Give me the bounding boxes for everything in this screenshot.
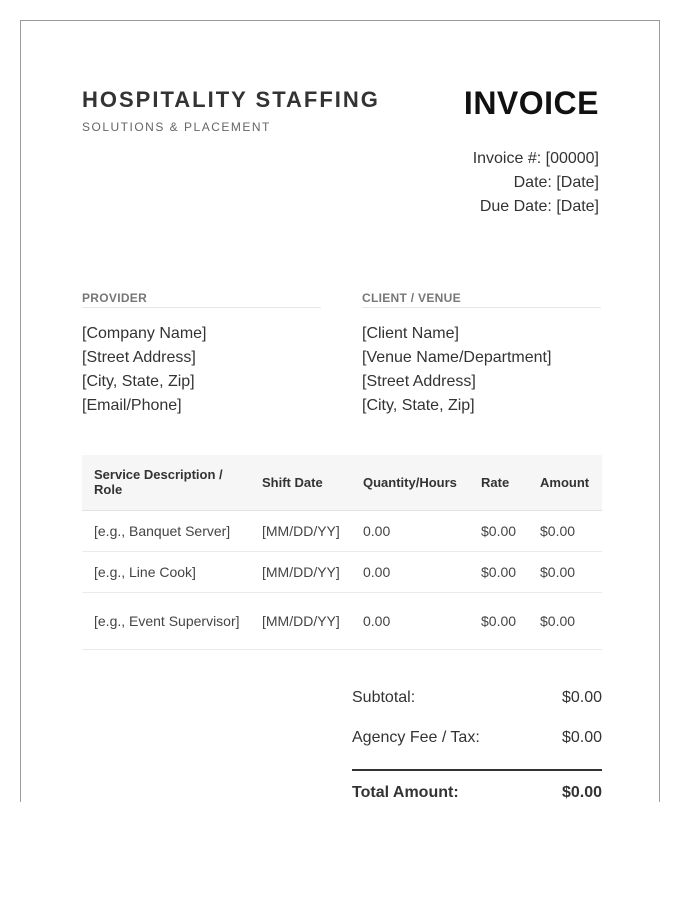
cell-shift-date: [MM/DD/YY] [250,551,351,592]
provider-city: [City, State, Zip] [82,373,195,390]
column-header-description: Service Description / Role [82,455,250,510]
invoice-title: INVOICE [463,85,599,121]
client-block [362,291,601,418]
agency-fee-row [352,725,602,765]
company-name: HOSPITALITY STAFFING [82,87,380,112]
cell-shift-date: [MM/DD/YY] [250,592,351,649]
subtotal-label: Subtotal: [352,689,416,706]
subtotal-value: $0.00 [561,689,602,706]
cell-description: [e.g., Event Supervisor] [82,592,250,649]
cell-amount: $0.00 [528,510,602,551]
table-row [82,551,602,592]
table-row [82,510,602,551]
provider-heading: PROVIDER [82,291,321,308]
client-street: [Street Address] [362,373,476,390]
cell-quantity: 0.00 [351,592,469,649]
cell-quantity: 0.00 [351,510,469,551]
total-row [352,771,602,802]
table-header-row [82,455,602,510]
cell-rate: $0.00 [469,551,528,592]
line-items-table [82,455,602,650]
cell-shift-date: [MM/DD/YY] [250,510,351,551]
column-header-shift-date: Shift Date [250,455,351,510]
provider-company-name: [Company Name] [82,325,207,342]
totals-block [352,685,602,802]
column-header-quantity: Quantity/Hours [351,455,469,510]
client-name: [Client Name] [362,325,459,342]
invoice-number: Invoice #: [00000] [472,150,599,167]
agency-fee-label: Agency Fee / Tax: [352,729,480,746]
column-header-rate: Rate [469,455,528,510]
invoice-page [20,20,660,802]
cell-amount: $0.00 [528,551,602,592]
provider-contact: [Email/Phone] [82,397,182,414]
total-value: $0.00 [561,784,602,801]
invoice-meta [473,147,599,219]
subtotal-row [352,685,602,725]
cell-rate: $0.00 [469,592,528,649]
client-city: [City, State, Zip] [362,397,475,414]
company-subtitle: SOLUTIONS & PLACEMENT [82,120,271,134]
cell-quantity: 0.00 [351,551,469,592]
invoice-due-date: Due Date: [Date] [479,198,599,215]
client-heading: CLIENT / VENUE [362,291,601,308]
agency-fee-value: $0.00 [561,729,602,746]
table-row [82,592,602,649]
column-header-amount: Amount [528,455,602,510]
cell-rate: $0.00 [469,510,528,551]
provider-street: [Street Address] [82,349,196,366]
cell-description: [e.g., Banquet Server] [82,510,250,551]
client-venue: [Venue Name/Department] [362,349,552,366]
cell-description: [e.g., Line Cook] [82,551,250,592]
total-label: Total Amount: [352,784,459,801]
invoice-date: Date: [Date] [513,174,599,191]
provider-block [82,291,321,418]
cell-amount: $0.00 [528,592,602,649]
